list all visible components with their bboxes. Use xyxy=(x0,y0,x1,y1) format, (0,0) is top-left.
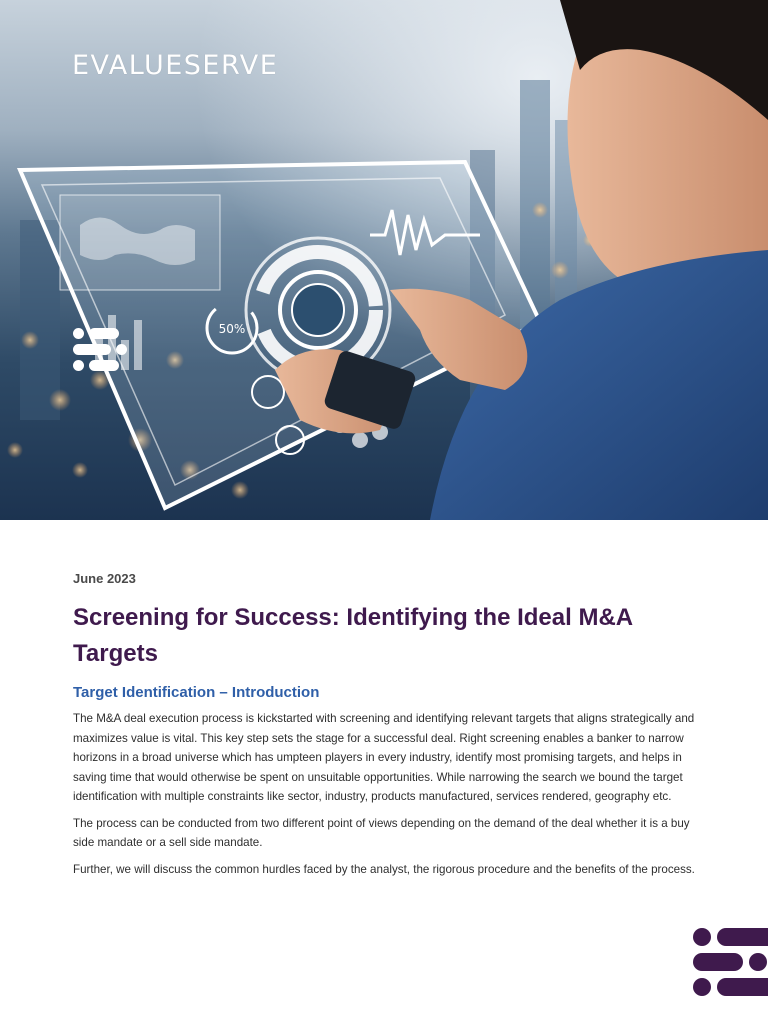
article-body xyxy=(73,709,699,886)
paragraph: The M&A deal execution process is kickstarted with screening and identifying relevant targets that aligns strategically and maximizes value is vital. This key step sets the stage for a successful deal. Right screening enables a banker to narrow horizons in a broad universe which has umpteen players in every industry, identify most promising targets, and helps in saving time that would otherwise be spent on unsuitable opportunities. While narrowing the search we bound the target identification with multiple constraints like sector, industry, products manufactured, services rendered, geography etc. xyxy=(73,712,695,803)
publish-date: June 2023 xyxy=(73,571,136,586)
page-title: Screening for Success: Identifying the Ideal M&A Targets xyxy=(73,604,633,667)
paragraph: Further, we will discuss the common hurdles faced by the analyst, the rigorous procedure and the benefits of the process. xyxy=(73,862,695,876)
footer-brand-mark-icon xyxy=(693,928,768,1003)
brand-mark-icon xyxy=(73,328,127,376)
gauge-label: 50% xyxy=(218,322,246,336)
paragraph: The process can be conducted from two different point of views depending on the demand of the deal whether it is a buy side mandate or a sell side mandate. xyxy=(73,816,690,849)
brand-logo-text: EVALUESERVE xyxy=(72,50,279,81)
section-heading: Target Identification – Introduction xyxy=(73,684,320,701)
